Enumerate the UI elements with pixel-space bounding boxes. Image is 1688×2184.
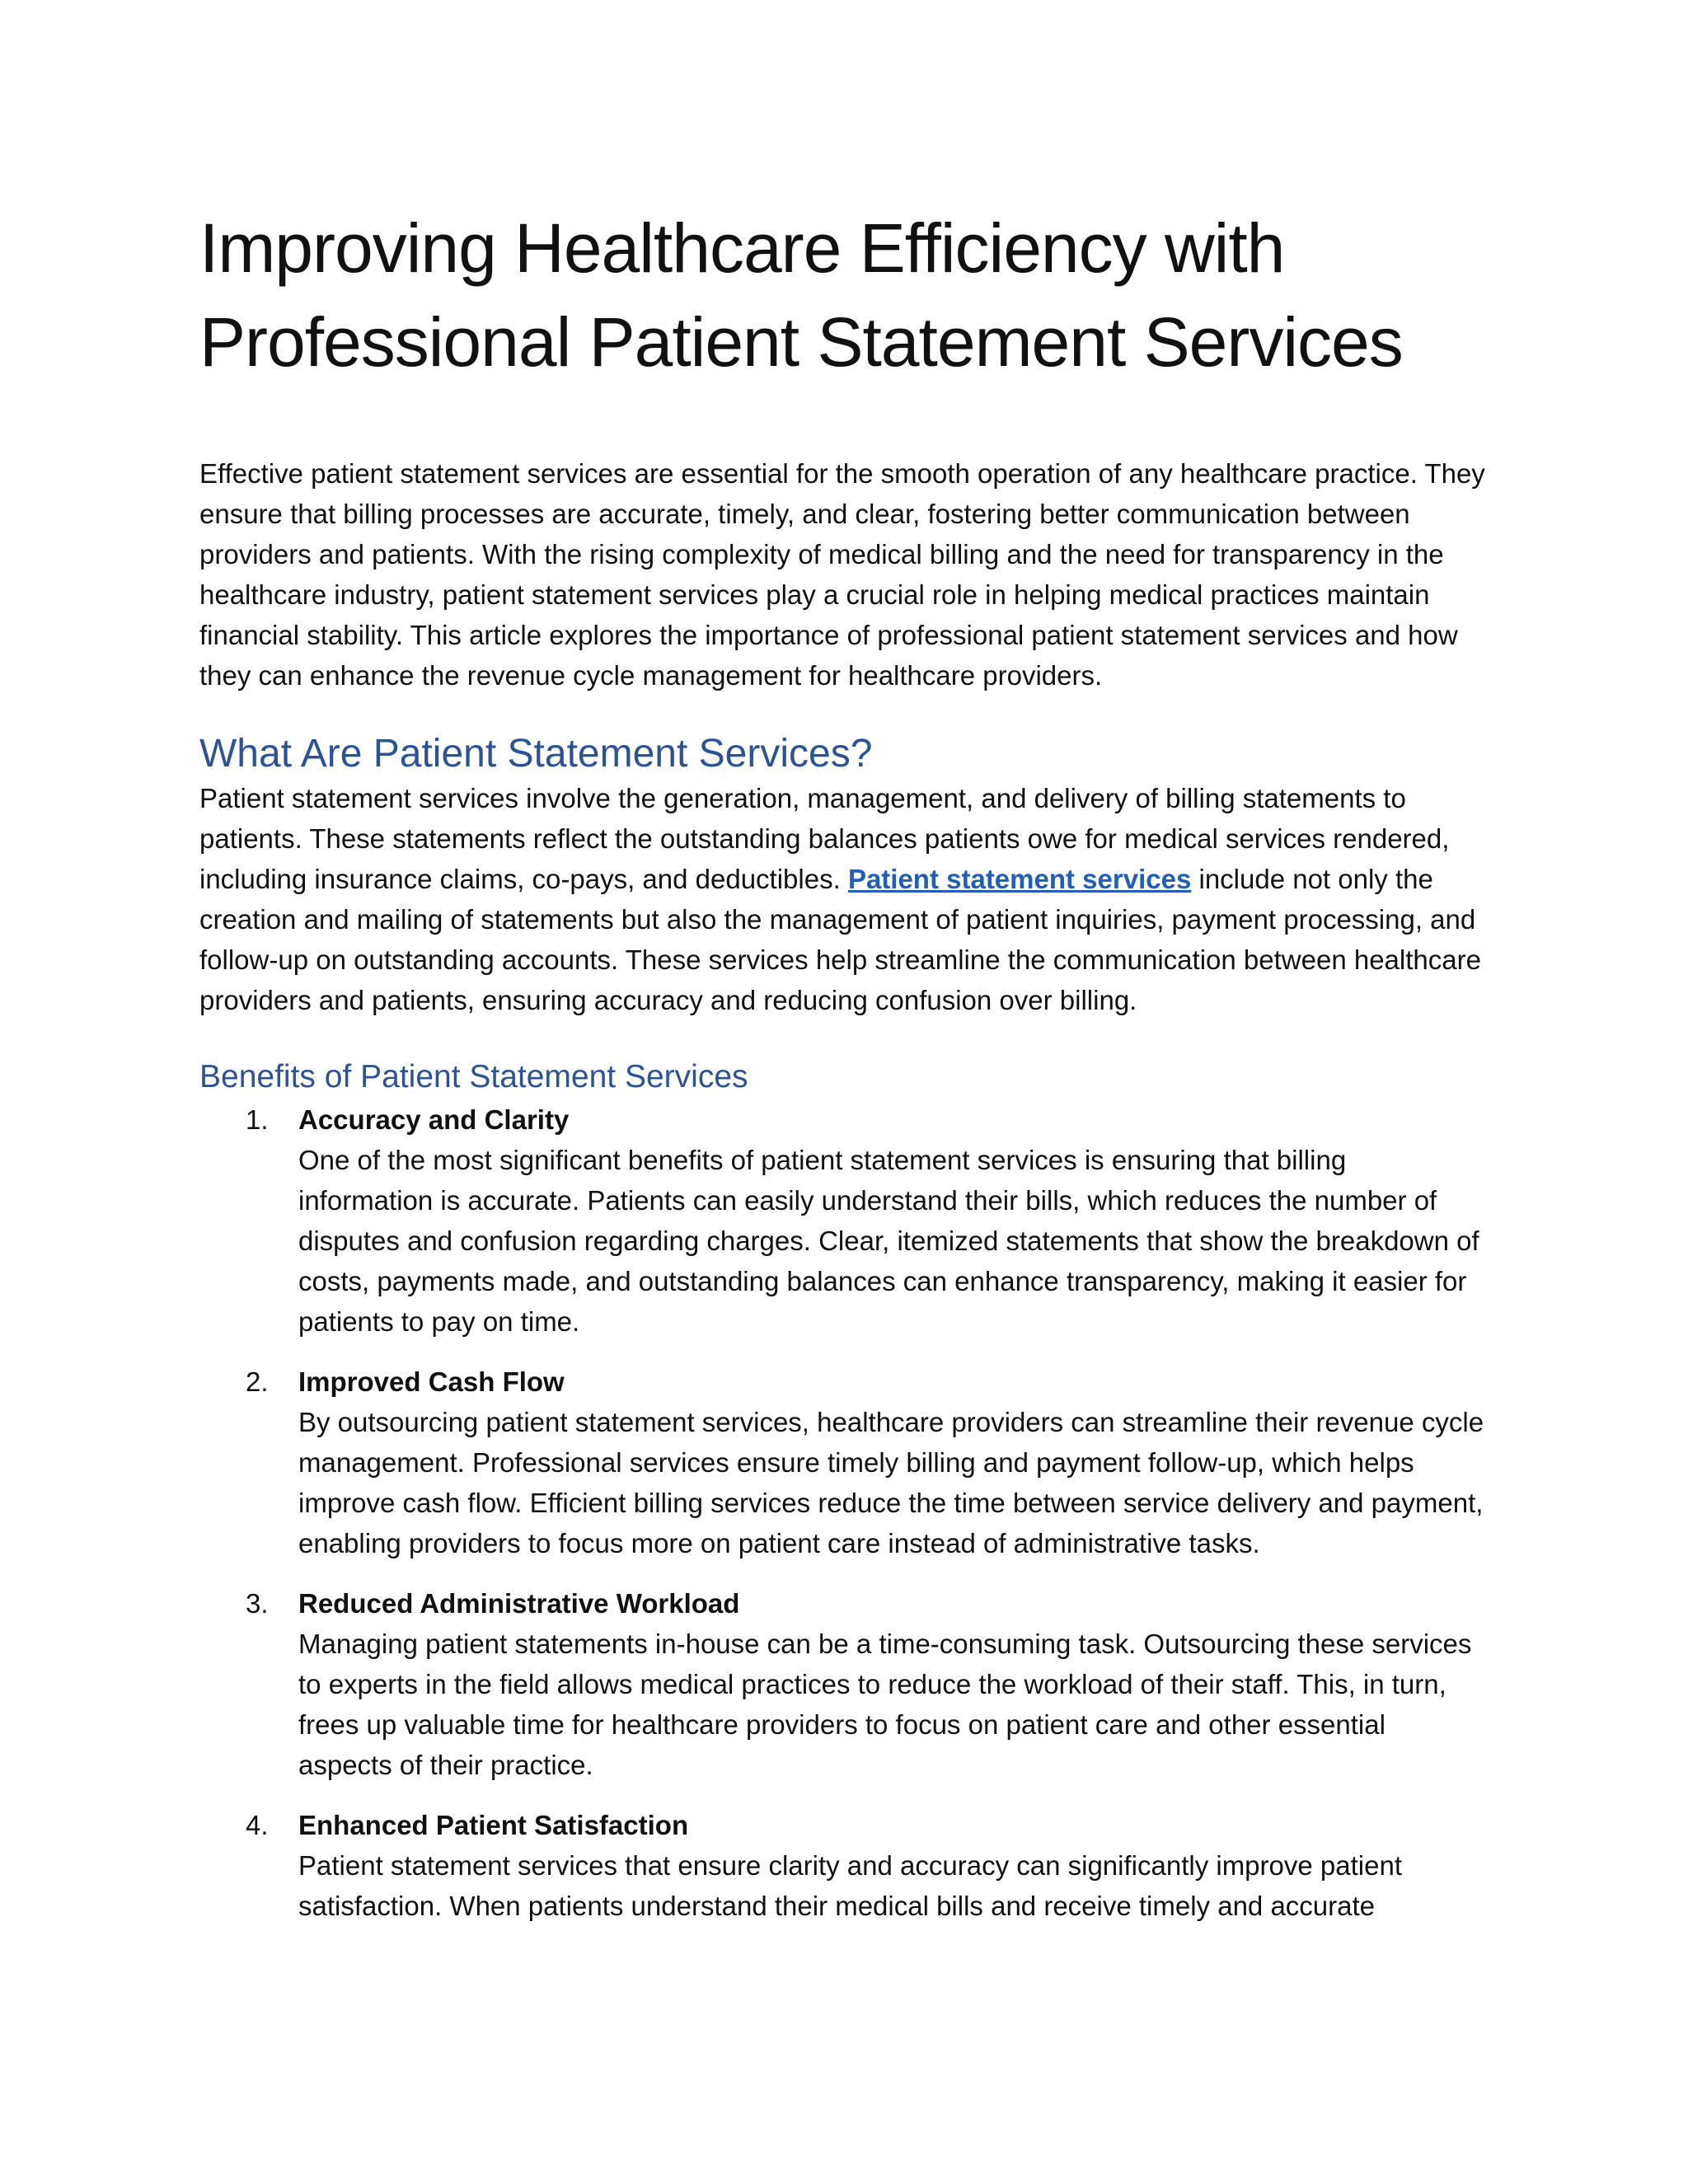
- benefit-body: One of the most significant benefits of patient statement services is ensuring that billing information is accurate. Patients can easily understand their bills, which reduces the number of disputes and confusion regarding charges. Clear, itemized statements that show the breakdown of costs, payments made, and outstanding balances can enhance transparency, making it easier for patients to pay on time.: [298, 1145, 1479, 1337]
- benefit-title: Enhanced Patient Satisfaction: [298, 1810, 689, 1840]
- paragraph-text-after-link: include not only the creation and mailing of statements but also the management of patient inquiries, payment processing, and follow-up on outstanding accounts. These services help streamline the communication between healthcare providers and patients, ensuring accuracy and reducing confusion over billing.: [199, 864, 1481, 1015]
- section-heading-what-are: What Are Patient Statement Services?: [199, 732, 873, 776]
- benefits-list: [199, 1099, 1485, 1926]
- benefit-item: [199, 1805, 1485, 1926]
- benefit-body: Managing patient statements in-house can be a time-consuming task. Outsourcing these services to experts in the field allows medical practices to reduce the workload of their staff. This, in turn, frees up valuable time for healthcare providers to focus on patient care and other essential aspects of their practice.: [298, 1629, 1472, 1780]
- section-paragraph-what-are: [199, 778, 1485, 1020]
- benefit-number: 2.: [246, 1366, 269, 1397]
- paragraph-text-before-link: Patient statement services involve the generation, management, and delivery of billing statements to patients. These statements reflect the outstanding balances patients owe for medical services rendered, including insurance claims, co-pays, and deductibles.: [199, 783, 1450, 894]
- intro-paragraph: Effective patient statement services are essential for the smooth operation of any healthcare practice. They ensure that billing processes are accurate, timely, and clear, fostering better communication between providers and patients. With the rising complexity of medical billing and the need for transparency in the healthcare industry, patient statement services play a crucial role in helping medical practices maintain financial stability. This article explores the importance of professional patient statement services and how they can enhance the revenue cycle management for healthcare providers.: [199, 458, 1485, 691]
- benefit-number: 3.: [246, 1588, 269, 1619]
- benefit-body: By outsourcing patient statement services, healthcare providers can streamline their revenue cycle management. Professional services ensure timely billing and payment follow-up, which helps improve cash flow. Efficient billing services reduce the time between service delivery and payment, enabling providers to focus more on patient care instead of administrative tasks.: [298, 1407, 1484, 1558]
- patient-statement-services-link[interactable]: Patient statement services: [847, 864, 1192, 894]
- section-heading-benefits: Benefits of Patient Statement Services: [199, 1059, 748, 1094]
- benefit-item: [199, 1361, 1485, 1563]
- benefit-item: [199, 1583, 1485, 1785]
- benefit-body: Patient statement services that ensure clarity and accuracy can significantly improve patient satisfaction. When patients understand their medical bills and receive timely and accurate: [298, 1850, 1402, 1921]
- benefit-title: Accuracy and Clarity: [298, 1104, 570, 1135]
- benefit-item: [199, 1099, 1485, 1342]
- document-page: [199, 201, 1485, 1926]
- benefit-title: Improved Cash Flow: [298, 1366, 565, 1397]
- document-title: Improving Healthcare Efficiency with Professional Patient Statement Services: [199, 209, 1403, 381]
- benefit-number: 1.: [246, 1104, 269, 1135]
- benefit-number: 4.: [246, 1810, 269, 1840]
- benefit-title: Reduced Administrative Workload: [298, 1588, 740, 1619]
